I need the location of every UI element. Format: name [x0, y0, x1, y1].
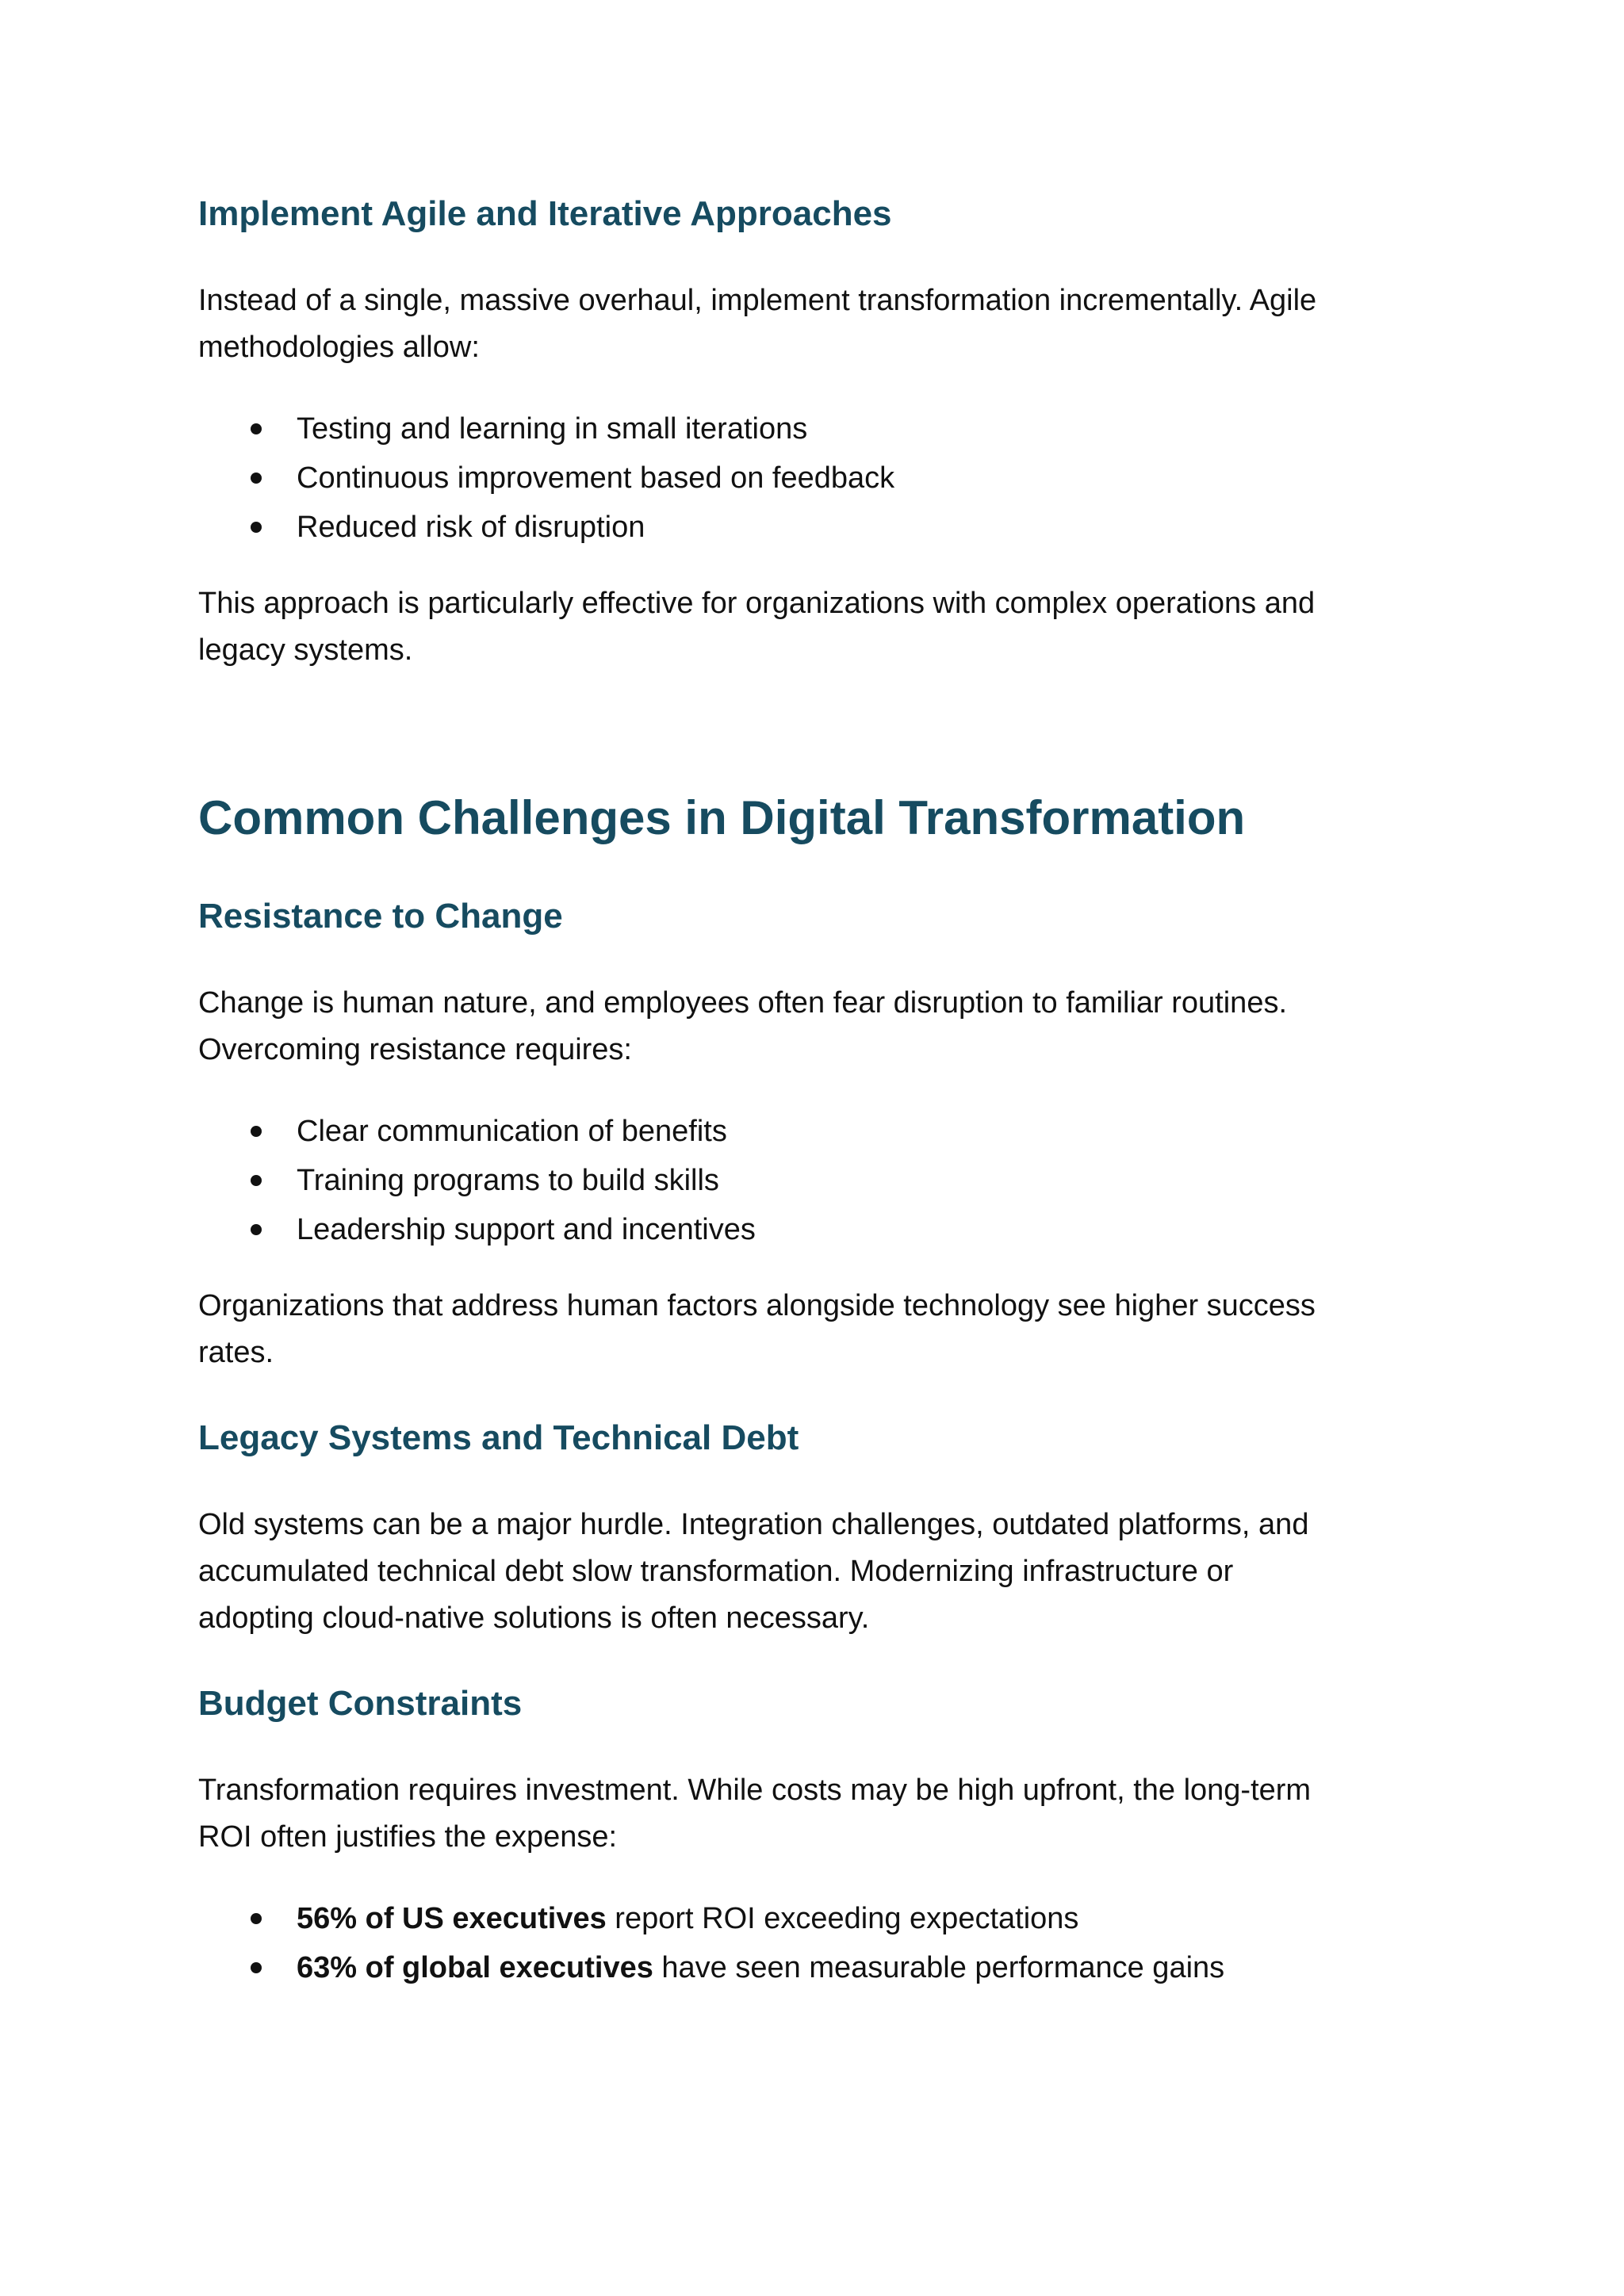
list-item: Clear communication of benefits — [198, 1107, 1435, 1156]
heading-legacy-systems: Legacy Systems and Technical Debt — [198, 1418, 799, 1457]
resistance-outro: Organizations that address human factors alongside technology see higher success rates. — [198, 1289, 1316, 1369]
bullet-dot-icon — [251, 473, 262, 484]
list-item: 56% of US executives report ROI exceeding expectations — [198, 1894, 1435, 1943]
list-item: Training programs to build skills — [198, 1156, 1435, 1205]
list-item: Continuous improvement based on feedback — [198, 453, 1435, 503]
heading-common-challenges: Common Challenges in Digital Transformation — [198, 791, 1246, 844]
list-item: Testing and learning in small iterations — [198, 404, 1435, 453]
bullet-dot-icon — [251, 1962, 262, 1973]
bullet-dot-icon — [251, 1126, 262, 1137]
budget-bullet-list — [198, 1894, 1435, 1992]
list-item: Reduced risk of disruption — [198, 503, 1435, 552]
agile-outro: This approach is particularly effective for organizations with complex operations and legacy systems. — [198, 587, 1316, 667]
resistance-intro: Change is human nature, and employees often fear disruption to familiar routines. Overcoming resistance requires: — [198, 986, 1288, 1066]
bullet-dot-icon — [251, 1913, 262, 1924]
heading-budget-constraints: Budget Constraints — [198, 1684, 523, 1723]
agile-intro: Instead of a single, massive overhaul, implement transformation incrementally. Agile methodologies allow: — [198, 284, 1317, 364]
list-item: 63% of global executives have seen measurable performance gains — [198, 1943, 1435, 1992]
agile-bullet-list — [198, 404, 1435, 552]
bullet-dot-icon — [251, 522, 262, 533]
resistance-bullet-list — [198, 1107, 1435, 1254]
budget-intro: Transformation requires investment. While costs may be high upfront, the long-term ROI often justifies the expense: — [198, 1774, 1312, 1854]
list-item: Leadership support and incentives — [198, 1205, 1435, 1254]
document-page — [198, 190, 1435, 1992]
bullet-dot-icon — [251, 423, 262, 434]
heading-agile: Implement Agile and Iterative Approaches — [198, 194, 892, 233]
legacy-body: Old systems can be a major hurdle. Integration challenges, outdated platforms, and accumulated technical debt slow transformation. Modernizing infrastructure or adopting cloud-native solutions is often necessary. — [198, 1508, 1309, 1635]
stat-bold: 56% of US executives — [297, 1902, 607, 1935]
bullet-dot-icon — [251, 1224, 262, 1235]
stat-bold: 63% of global executives — [297, 1951, 653, 1984]
heading-resistance: Resistance to Change — [198, 897, 563, 936]
bullet-dot-icon — [251, 1175, 262, 1186]
